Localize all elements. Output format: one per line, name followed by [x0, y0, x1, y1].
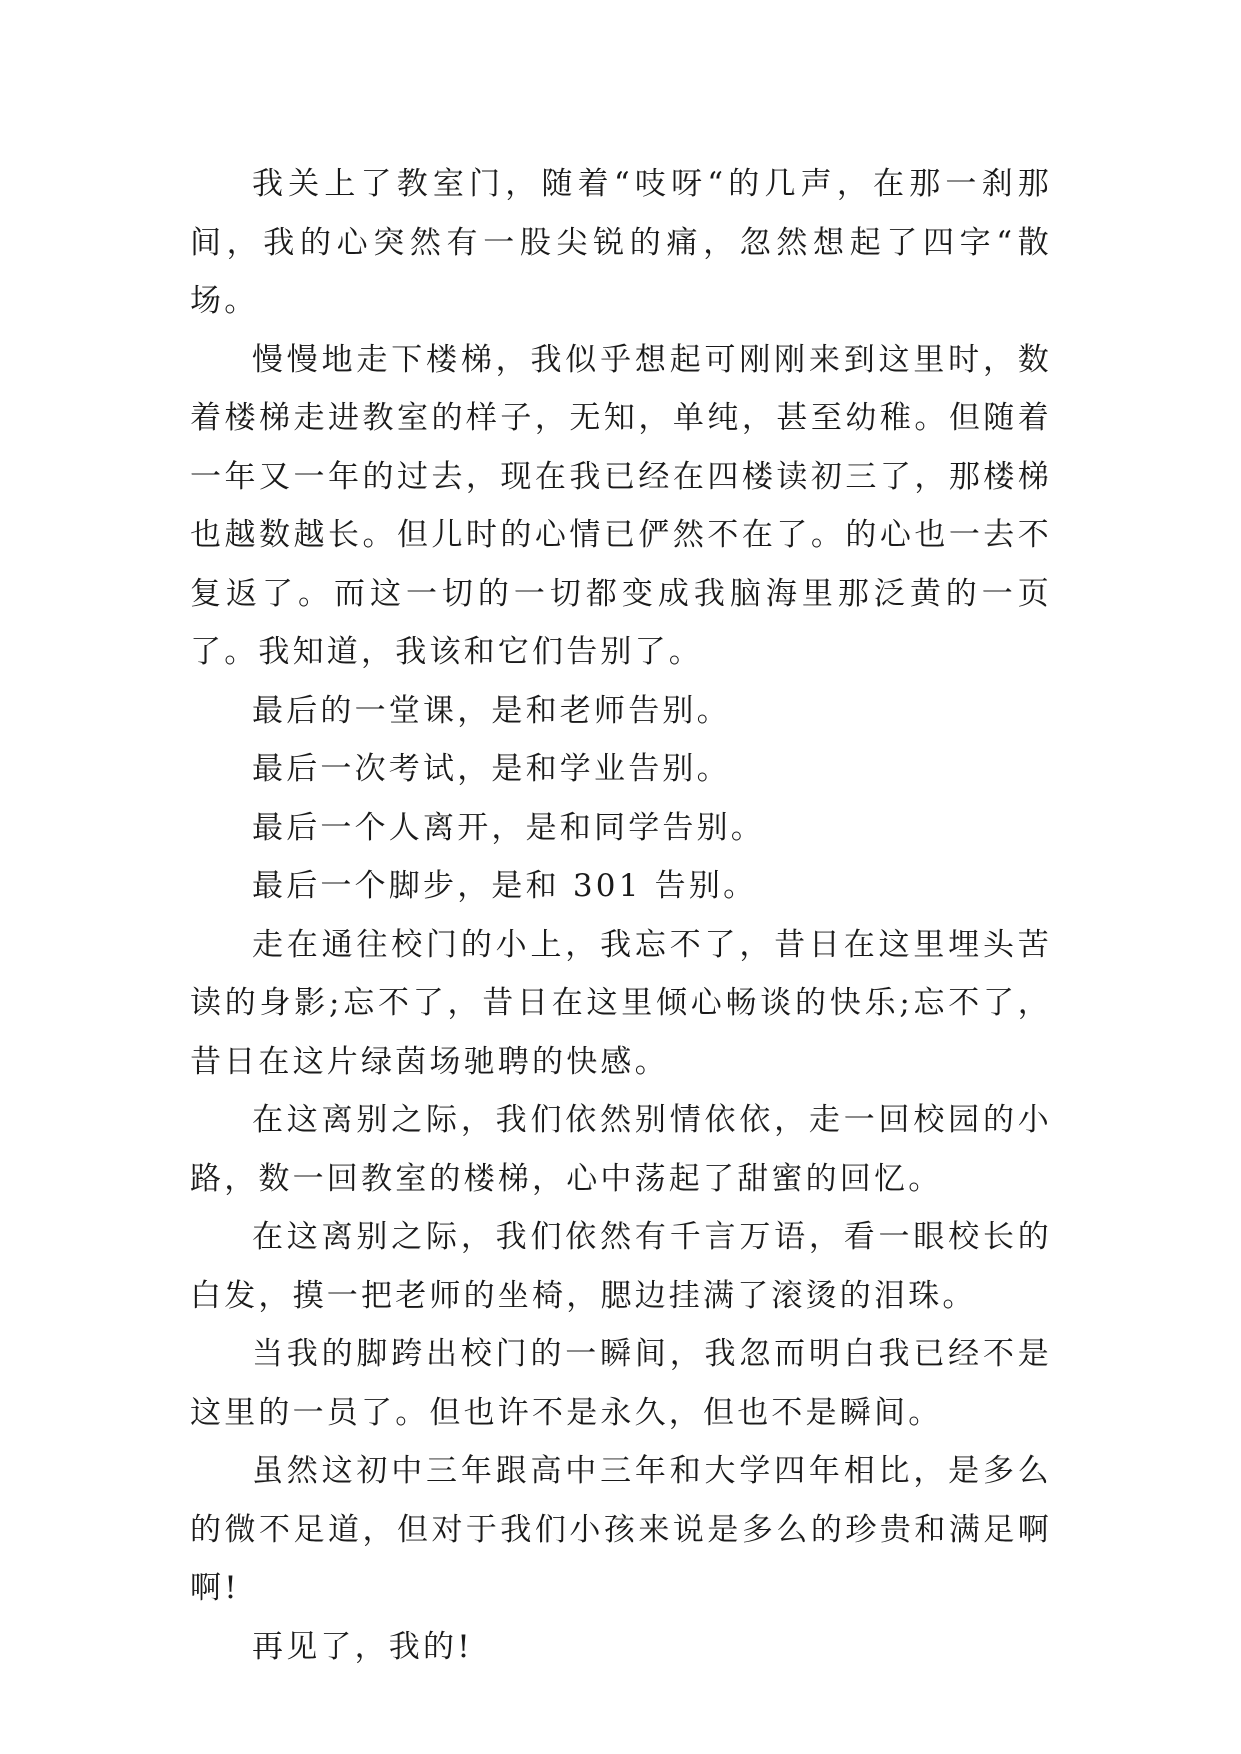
paragraph: 在这离别之际，我们依然有千言万语，看一眼校长的白发，摸一把老师的坐椅，腮边挂满了滚烫的泪珠。: [190, 1219, 1052, 1314]
paragraph: 我关上了教室门，随着“吱呀“的几声，在那一刹那间，我的心突然有一股尖锐的痛，忽然想起了四字“散场。: [190, 166, 1052, 319]
paragraph: 慢慢地走下楼梯，我似乎想起可刚刚来到这里时，数着楼梯走进教室的样子，无知，单纯，甚至幼稚。但随着一年又一年的过去，现在我已经在四楼读初三了，那楼梯也越数越长。但儿时的心情已俨然不在了。的心也一去不复返了。而这一切的一切都变成我脑海里那泛黄的一页了。我知道，我该和它们告别了。: [190, 341, 1052, 670]
paragraph: 走在通往校门的小上，我忘不了，昔日在这里埋头苦读的身影;忘不了，昔日在这里倾心畅谈的快乐;忘不了，昔日在这片绿茵场驰聘的快感。: [190, 926, 1052, 1080]
paragraph: 最后一个人离开，是和同学告别。: [252, 809, 765, 846]
paragraph: 当我的脚跨出校门的一瞬间，我忽而明白我已经不是这里的一员了。但也许不是永久，但也不是瞬间。: [190, 1336, 1052, 1431]
document-body: [190, 155, 1052, 1676]
paragraph: 最后的一堂课，是和老师告别。: [252, 692, 731, 729]
paragraph: 在这离别之际，我们依然别情依依，走一回校园的小路，数一回教室的楼梯，心中荡起了甜蜜的回忆。: [190, 1102, 1052, 1197]
paragraph: 最后一个脚步，是和 301 告别。: [252, 868, 758, 904]
paragraph: 虽然这初中三年跟高中三年和大学四年相比，是多么的微不足道，但对于我们小孩来说是多么的珍贵和满足啊啊!: [190, 1453, 1052, 1606]
paragraph: 最后一次考试，是和学业告别。: [252, 751, 731, 787]
paragraph: 再见了，我的!: [252, 1628, 473, 1665]
